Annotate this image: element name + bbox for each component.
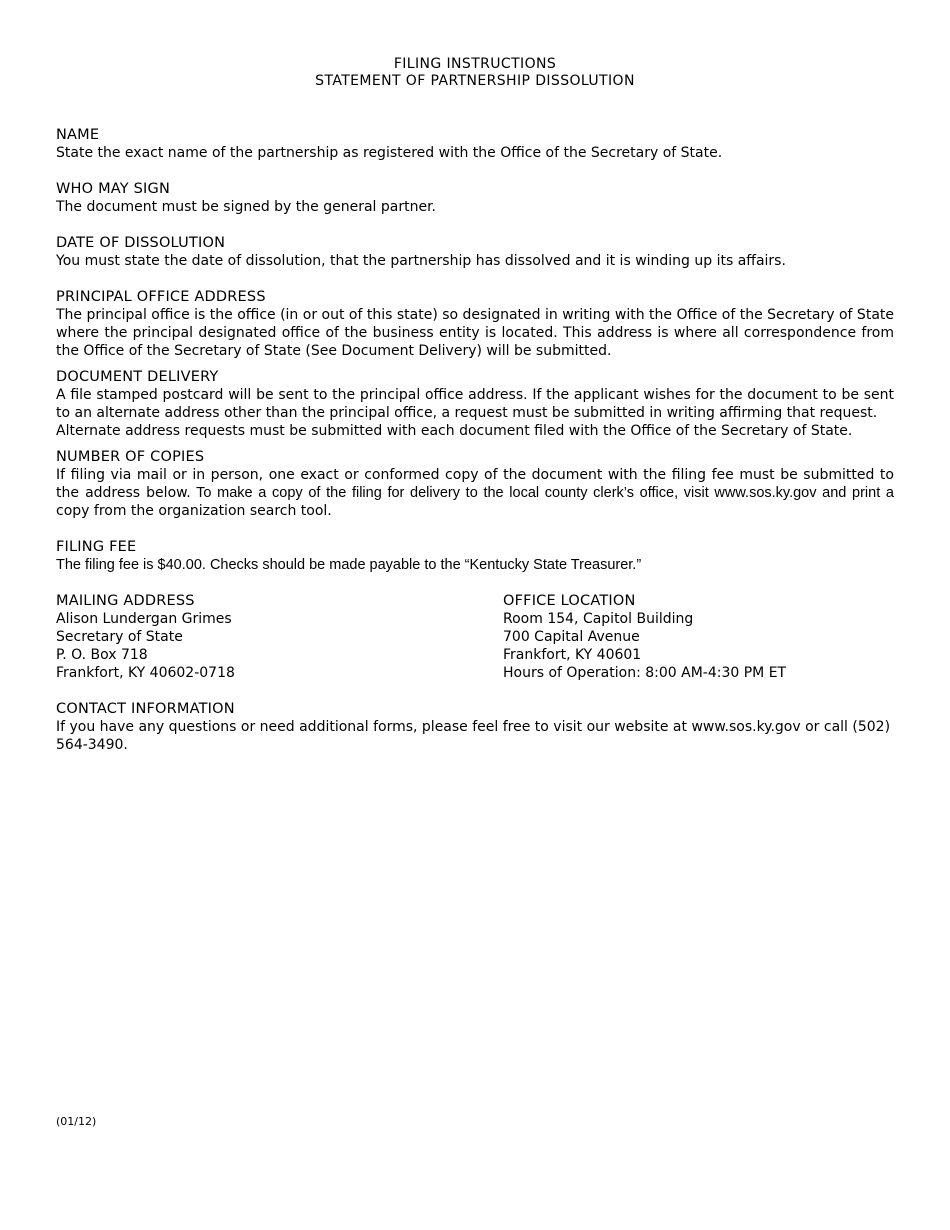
section-text: The document must be signed by the general partner. (56, 199, 436, 215)
address-line: Secretary of State (56, 629, 183, 645)
address-columns (56, 592, 894, 682)
section-text: If you have any questions or need additional forms, please feel free to visit our website at www.sos.ky.gov or call (502) 564-3490. (56, 719, 891, 753)
section-who-may-sign (56, 180, 894, 216)
instructions-page (56, 56, 894, 772)
section-text: The principal office is the office (in or out of this state) so designated in writing with the Office of the Secretary of State where the principal designated office of the business entity is located. This address is where all correspondence from the Office of the Secretary of State (See Document Delivery) will be submitted. (56, 307, 894, 359)
section-heading: DOCUMENT DELIVERY (56, 369, 219, 385)
address-line: Room 154, Capitol Building (503, 611, 694, 627)
section-text: The filing fee is $40.00. Checks should be made payable to the “Kentucky State Treasurer.” (56, 557, 642, 573)
office-location-block (503, 592, 894, 682)
section-text: A file stamped postcard will be sent to the principal office address. If the applicant wishes for the document to be sent to an alternate address other than the principal office, a request must be submitted in writing affirming that request. (56, 387, 894, 421)
address-line: P. O. Box 718 (56, 647, 148, 663)
mailing-address-block (56, 592, 503, 682)
document-title (56, 56, 894, 90)
section-text-continued: Alternate address requests must be submitted with each document filed with the Office of the Secretary of State. (56, 423, 853, 439)
section-principal-office-address (56, 288, 894, 360)
section-filing-fee (56, 538, 894, 574)
address-line: Alison Lundergan Grimes (56, 611, 232, 627)
section-number-of-copies (56, 448, 894, 520)
section-heading: OFFICE LOCATION (503, 593, 636, 609)
section-heading: WHO MAY SIGN (56, 181, 170, 197)
copies-text-part-1: If filing via mail or in person, one exact or conformed copy of the document with the filing fee must be submitted to the address below. (56, 467, 894, 501)
section-heading: MAILING ADDRESS (56, 593, 195, 609)
section-heading: FILING FEE (56, 539, 137, 555)
address-line: Frankfort, KY 40602-0718 (56, 665, 235, 681)
address-line: Hours of Operation: 8:00 AM-4:30 PM ET (503, 665, 787, 681)
address-line: 700 Capital Avenue (503, 629, 640, 645)
section-contact-information (56, 700, 894, 754)
title-line-2: STATEMENT OF PARTNERSHIP DISSOLUTION (315, 73, 635, 89)
revision-code: (01/12) (56, 1115, 97, 1128)
section-heading: PRINCIPAL OFFICE ADDRESS (56, 289, 266, 305)
section-heading: DATE OF DISSOLUTION (56, 235, 226, 251)
section-text: State the exact name of the partnership as registered with the Office of the Secretary of State. (56, 145, 723, 161)
section-date-of-dissolution (56, 234, 894, 270)
section-name (56, 126, 894, 162)
section-heading: NUMBER OF COPIES (56, 449, 205, 465)
section-heading: CONTACT INFORMATION (56, 701, 235, 717)
copies-text-part-3: copy from the organization search tool. (56, 503, 332, 519)
copies-text-part-2: To make a copy of the filing for delivery to the local county clerk’s office, visit www.sos.ky.gov and print a (190, 485, 894, 501)
title-line-1: FILING INSTRUCTIONS (393, 56, 557, 72)
address-line: Frankfort, KY 40601 (503, 647, 642, 663)
section-text: You must state the date of dissolution, that the partnership has dissolved and it is winding up its affairs. (56, 253, 786, 269)
section-text (56, 466, 894, 520)
section-heading: NAME (56, 127, 100, 143)
section-document-delivery (56, 368, 894, 440)
